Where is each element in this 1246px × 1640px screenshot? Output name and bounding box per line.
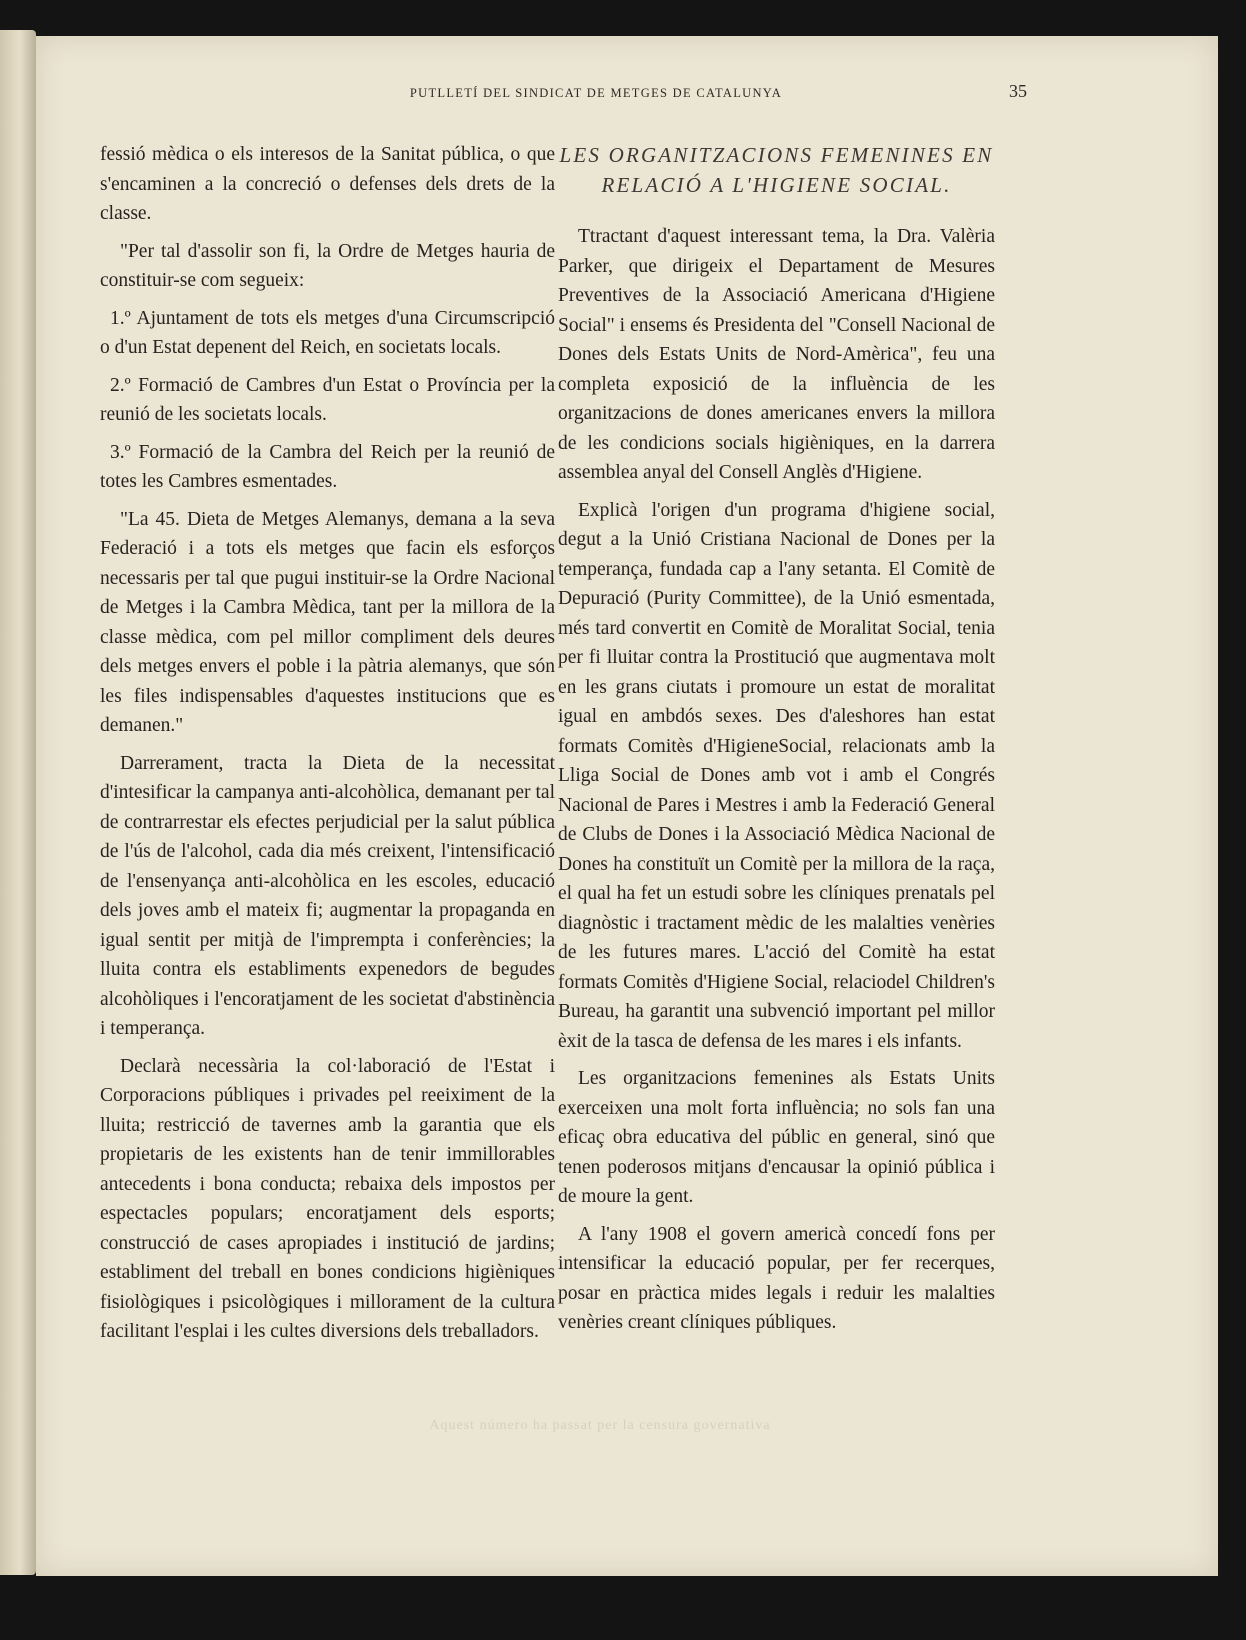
article-title-line: RELACIÓ A L'HIGIENE SOCIAL.: [601, 173, 952, 197]
adjacent-page-edge: [0, 30, 36, 1575]
left-column: [100, 140, 555, 1355]
paragraph: Declarà necessària la col·laboració de l'Estat i Corporacions públiques i privades pel reeiximent de la lluita; restricció de tavernes amb la garantia que els propietaris de les existents han de tenir immillorables antecedents i bona conducta; rebaixa dels impostos per espectacles populars; encoratjament dels esports; construcció de cases apropiades i institució de jardins; establiment del treball en bones condicions higièniques fisiològiques i psicològiques i millorament de la cultura facilitant l'esplai i les cultes diversions dels treballadors.: [100, 1055, 555, 1342]
bleed-through-text: Aquest número ha passat per la censura governativa: [429, 1418, 771, 1433]
paragraph: "La 45. Dieta de Metges Alemanys, demana a la seva Federació i a tots els metges que facin els esforços necessaris per tal que pugui instituir-se la Ordre Nacional de Metges i la Cambra Mèdica, tant per la millora de la classe mèdica, com pel millor compliment dels deures dels metges envers el poble i la pàtria alemanys, que són les files indispensables d'aquestes institucions que es demanen.": [100, 508, 555, 736]
list-item: 1.º Ajuntament de tots els metges d'una Circumscripció o d'un Estat depenent del Reich, en societats locals.: [100, 307, 555, 358]
paragraph: "Per tal d'assolir son fi, la Ordre de Metges hauria de constituir-se com segueix:: [100, 240, 555, 291]
paragraph: A l'any 1908 el govern americà concedí fons per intensificar la educació popular, per fer recerques, posar en pràctica mides legals i reduir les malalties venèries creant clíniques públiques.: [558, 1223, 995, 1333]
paragraph: Ttractant d'aquest interessant tema, la Dra. Valèria Parker, que dirigeix el Departament de Mesures Preventives de la Associació Americana d'Higiene Social" i ensems és Presidenta del "Consell Nacional de Dones dels Estats Units de Nord-Amèrica", feu una completa exposició de la influència de les organitzacions de dones americanes envers la millora de les condicions socials higièniques, en la darrera assemblea anyal del Consell Anglès d'Higiene.: [558, 226, 995, 483]
list-item: 2.º Formació de Cambres d'un Estat o Província per la reunió de les societats locals.: [100, 374, 555, 425]
list-item: 3.º Formació de la Cambra del Reich per la reunió de totes les Cambres esmentades.: [100, 441, 555, 492]
right-column: [558, 140, 995, 1346]
article-title: [558, 140, 995, 200]
paragraph: Darrerament, tracta la Dieta de la necessitat d'intesificar la campanya anti-alcohòlica, demanant per tal de contrarrestar els efectes perjudicial per la salut pública de l'ús de l'alcohol, cada dia més creixent, l'intensificació de l'ensenyança anti-alcohòlica en les escoles, educació dels joves amb el mateix fi; augmentar la propaganda en igual sentit per mitjà de l'imprempta i conferències; la lluita contra els establiments expenedors de begudes alcohòliques i l'encoratjament de les societat d'abstinència i temperança.: [100, 752, 555, 1039]
running-header: PUTLLETÍ DEL SINDICAT DE METGES DE CATALUNYA: [409, 86, 783, 100]
paragraph: Explicà l'origen d'un programa d'higiene social, degut a la Unió Cristiana Nacional de Dones per la temperança, fundada cap a l'any setanta. El Comitè de Depuració (Purity Committee), de la Unió esmentada, més tard convertit en Comitè de Moralitat Social, tenia per fi lluitar contra la Prostitució que augmentava molt en les grans ciutats i promoure un estat de moralitat igual en ambdós sexes. Des d'aleshores han estat formats Comitès d'HigieneSocial, relacionats amb la Lliga Social de Dones amb vot i amb el Congrés Nacional de Pares i Mestres i amb la Federació General de Clubs de Dones i la Associació Mèdica Nacional de Dones ha constituït un Comitè per la millora de la raça, el qual ha fet un estudi sobre les clíniques prenatals pel diagnòstic i tractament mèdic de les malalties venèries de les futures mares. L'acció del Comitè ha estat formats Comitès d'Higiene Social, relaciodel Children's Bureau, ha garantit una subvenció important pel millor èxit de la tasca de defensa de les mares i els infants.: [558, 499, 995, 1052]
page-number: 35: [1009, 81, 1027, 101]
article-title-line: LES ORGANITZACIONS FEMENINES EN: [559, 143, 994, 167]
paragraph: fessió mèdica o els interesos de la Sanitat pública, o que s'encaminen a la concreció o defenses dels drets de la classe.: [100, 144, 555, 224]
paragraph: Les organitzacions femenines als Estats Units exerceixen una molt forta influència; no sols fan una eficaç obra educativa del públic en general, sinó que tenen poderosos mitjans d'encausar la opinió pública i de moure la gent.: [558, 1068, 995, 1207]
